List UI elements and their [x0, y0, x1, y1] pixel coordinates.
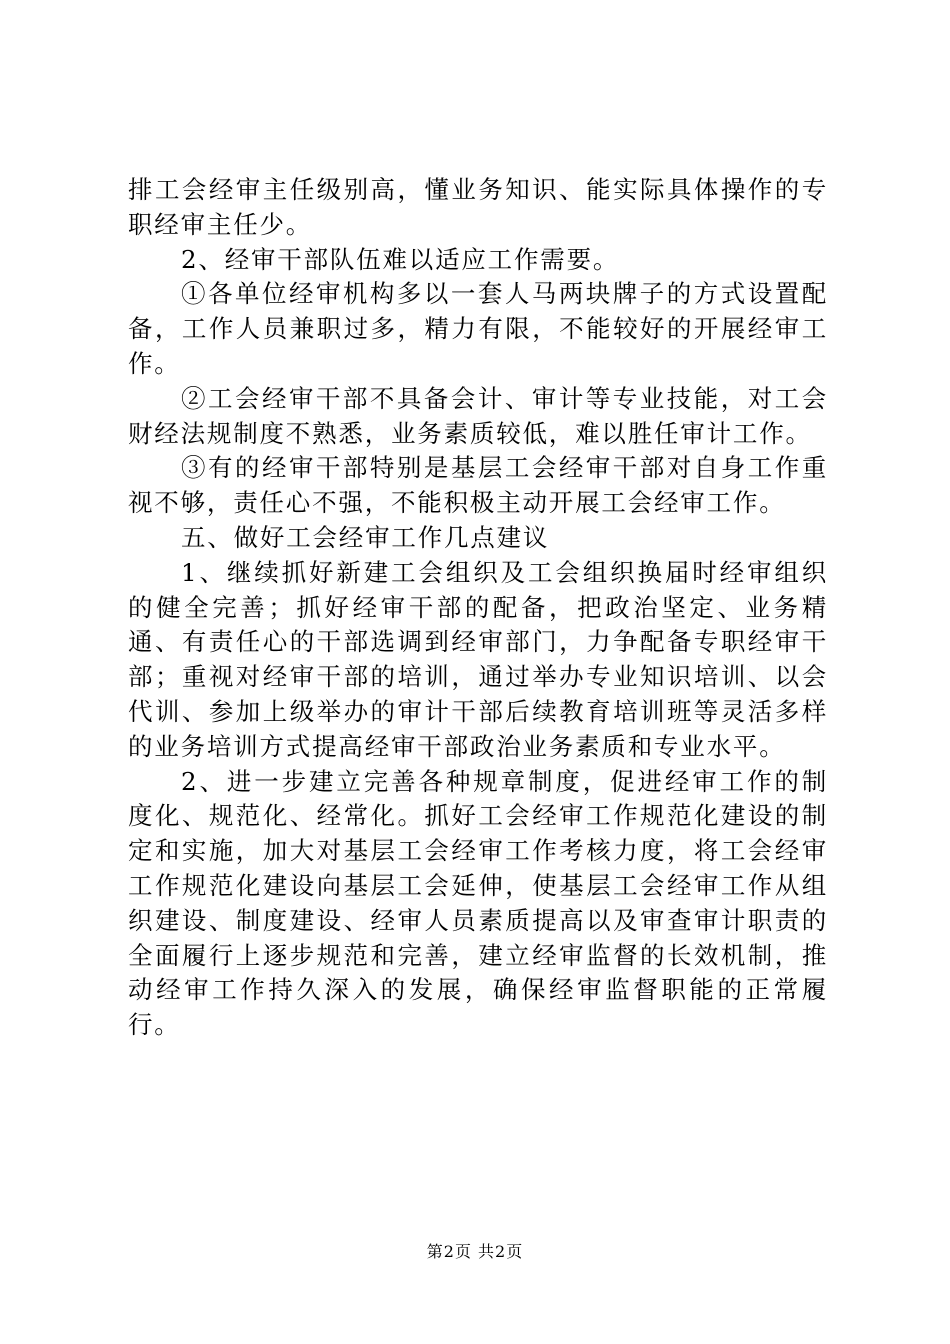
section-heading-cadre-team: 2、经审干部队伍难以适应工作需要。: [181, 244, 620, 274]
list-item-2: ②工会经审干部不具备会计、审计等专业技能，对工会财经法规制度不熟悉，业务素质较低，难以胜任审计工作。: [128, 383, 828, 448]
section-heading-suggestions: 五、做好工会经审工作几点建议: [181, 522, 550, 552]
suggestion-paragraph-2: 2、进一步建立完善各种规章制度，促进经审工作的制度化、规范化、经常化。抓好工会经审工作规范化建设的制定和实施，加大对基层工会经审工作考核力度，将工会经审工作规范化建设向基层工会延伸，使基层工会经审工作从组织建设、制度建设、经审人员素质提高以及审查审计职责的全面履行上逐步规范和完善，建立经审监督的长效机制，推动经审工作持久深入的发展，确保经审监督职能的正常履行。: [128, 766, 828, 1040]
list-item-3: ③有的经审干部特别是基层工会经审干部对自身工作重视不够，责任心不强，不能积极主动开展工会经审工作。: [128, 453, 828, 518]
body-paragraph-continuation: 排工会经审主任级别高，懂业务知识、能实际具体操作的专职经审主任少。: [128, 175, 828, 239]
document-body: [128, 173, 828, 1043]
list-item-1: ①各单位经审机构多以一套人马两块牌子的方式设置配备，工作人员兼职过多，精力有限，不能较好的开展经审工作。: [128, 279, 828, 378]
suggestion-paragraph-1: 1、继续抓好新建工会组织及工会组织换届时经审组织的健全完善；抓好经审干部的配备，把政治坚定、业务精通、有责任心的干部选调到经审部门，力争配备专职经审干部；重视对经审干部的培训，通过举办专业知识培训、以会代训、参加上级举办的审计干部后续教育培训班等灵活多样的业务培训方式提高经审干部政治业务素质和专业水平。: [128, 557, 828, 761]
page-footer: 第2页 共2页: [426, 1242, 524, 1261]
